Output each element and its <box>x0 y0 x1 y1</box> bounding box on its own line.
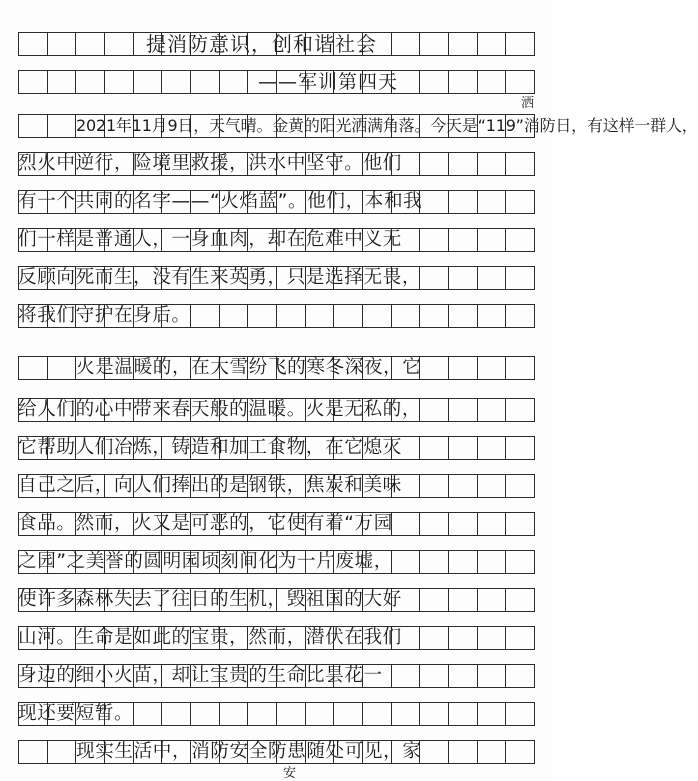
grid-row <box>18 228 535 252</box>
grid-row <box>18 190 535 214</box>
grid-row <box>18 588 535 612</box>
grid-row <box>18 550 535 574</box>
essay-line: 食品。然而，火又是可恶的，它使有着“万园 <box>18 513 393 534</box>
margin-correction-mark: 洒 <box>521 96 535 111</box>
essay-line: 山河。生命是如此的宝贵，然而，潜伏在我们 <box>18 627 402 648</box>
essay-line: 自己之后，向人们捧出的是钢铁，焦炭和美味 <box>18 475 402 496</box>
essay-line: 给人们的心中带来春天般的温暖。火是无私的， <box>18 399 422 420</box>
essay-title: 提消防意识，创和谐社会 <box>146 32 377 56</box>
grid-row <box>18 152 535 176</box>
grid-row <box>18 32 535 56</box>
grid-row <box>18 70 535 94</box>
essay-line: 有一个共同的名字——“火焰蓝”。他们，本和我 <box>18 191 423 212</box>
grid-row <box>18 664 535 688</box>
grid-row <box>18 398 535 422</box>
essay-line: 反顾向死而生，没有生来英勇，只是选择无畏， <box>18 267 422 288</box>
grid-row <box>18 702 535 726</box>
essay-line: 们一样是普通人，一身血肉，却在危难中义无 <box>18 229 402 250</box>
essay-line: 2021年11月9日，天气晴。金黄的阳光洒满角落。今天是“119”消防日，有这样一群人， <box>76 116 698 135</box>
essay-subtitle: ——军训第四天 <box>258 71 399 93</box>
essay-line: 烈火中逆行，险境里救援，洪水中坚守。他们 <box>18 153 402 174</box>
grid-row <box>18 114 698 138</box>
grid-row <box>18 266 535 290</box>
essay-line: 将我们守护在身后。 <box>18 305 191 326</box>
grid-row <box>18 512 535 536</box>
essay-line: 火是温暖的，在大雪纷飞的寒冬深夜，它 <box>76 357 422 378</box>
essay-line: 现实生活中，消防安全防患随处可见，家 <box>76 741 422 762</box>
grid-row <box>18 304 535 328</box>
margin-correction-mark: 安 <box>283 766 297 781</box>
essay-line: 身边的细小火苗，却让宝贵的生命比昙花一 <box>18 665 383 686</box>
grid-row <box>18 436 535 460</box>
grid-row <box>18 740 535 764</box>
essay-line: 它帮助人们冶炼，铸造和加工食物，在它熄灭 <box>18 437 402 458</box>
essay-line: 使许多森林失去了往日的生机，毁祖国的大好 <box>18 589 402 610</box>
essay-line: 之园”之美誉的圆明园顷刻间化为一片废墟， <box>18 551 393 572</box>
grid-row <box>18 474 535 498</box>
grid-row <box>18 626 535 650</box>
grid-row <box>18 356 535 380</box>
essay-line: 现还要短暂。 <box>18 703 134 724</box>
